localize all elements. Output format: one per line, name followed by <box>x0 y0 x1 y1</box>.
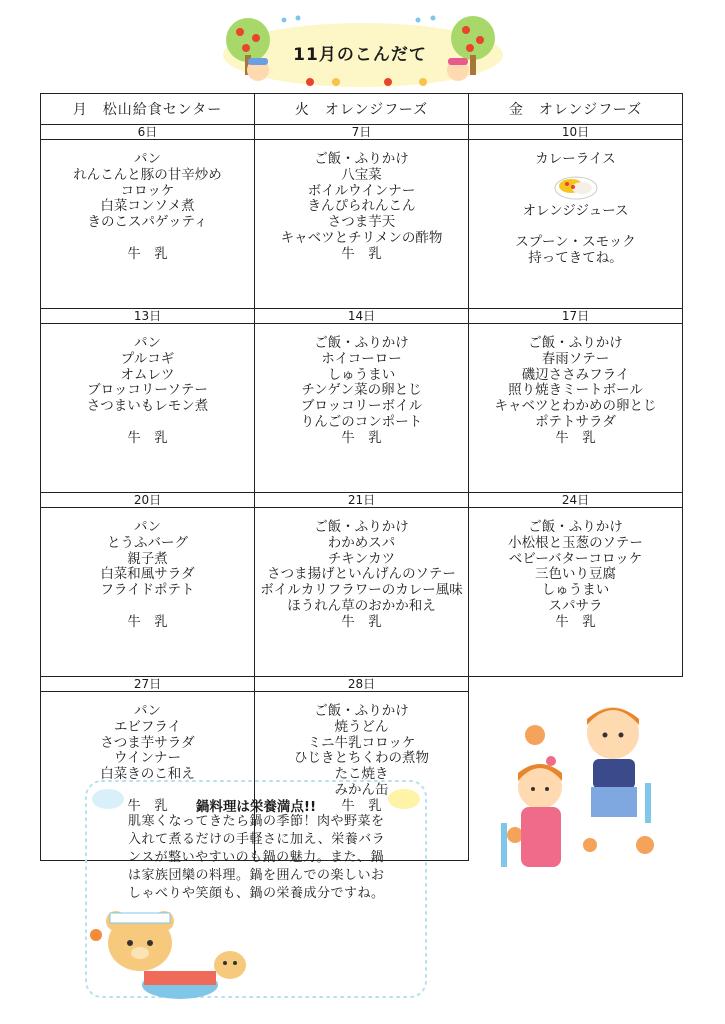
menu-item: パン <box>134 703 161 719</box>
menu-item: 牛 乳 <box>127 613 168 630</box>
date-label: 20日 <box>41 493 255 508</box>
menu-item: さつま芋サラダ <box>100 734 195 751</box>
menu-item: さつま芋天 <box>327 214 396 231</box>
date-label: 17日 <box>469 309 683 324</box>
menu-item: 白菜きのこ和え <box>100 766 195 783</box>
note-line: しゃべりや笑顔も、鍋の栄養成分ですね。 <box>128 886 385 901</box>
menu-item: 小松根と玉葱のソテー <box>508 534 643 551</box>
menu-item: れんこんと豚の甘辛炒め <box>73 166 222 183</box>
menu-item: 牛 乳 <box>555 613 596 630</box>
menu-item: 親子煮 <box>127 550 168 567</box>
menu-cell <box>469 508 683 677</box>
menu-item: りんごのコンポート <box>300 413 423 430</box>
menu-item: 持ってきてね。 <box>528 250 623 267</box>
menu-item: スプーン・スモック <box>515 234 636 251</box>
menu-item: とうふバーグ <box>107 534 188 551</box>
date-label: 10日 <box>469 125 683 140</box>
menu-item <box>41 415 254 431</box>
menu-item: ウインナー <box>113 750 182 767</box>
menu-item: ご飯・ふりかけ <box>314 151 409 167</box>
menu-item <box>41 231 254 247</box>
menu-item: ブロッコリーソテー <box>87 382 208 399</box>
menu-item: みかん缶 <box>334 781 389 798</box>
menu-item: オレンジジュース <box>522 202 629 219</box>
menu-item: キャベツとわかめの卵とじ <box>494 398 657 415</box>
menu-item <box>469 220 682 236</box>
menu-item: 白菜和風サラダ <box>100 566 195 583</box>
date-label: 28日 <box>255 677 469 692</box>
date-label: 14日 <box>255 309 469 324</box>
menu-item: ボイルカリフラワーのカレー風味 <box>260 582 463 599</box>
empty-cell <box>469 677 683 692</box>
menu-item: カレーライス <box>535 151 616 167</box>
menu-item: スパサラ <box>548 597 603 614</box>
menu-cell <box>255 508 469 677</box>
menu-item: プルコギ <box>120 350 175 367</box>
curry-rice-icon <box>554 171 598 201</box>
column-header-friday: 金 オレンジフーズ <box>469 94 683 125</box>
menu-item: オムレツ <box>120 366 175 383</box>
menu-item: ご飯・ふりかけ <box>314 519 409 535</box>
menu-item: ほうれん草のおかか和え <box>287 597 436 614</box>
page-title: 11月のこんだて <box>293 45 427 65</box>
menu-item: 牛 乳 <box>341 613 382 630</box>
menu-item: 照り焼きミートボール <box>508 382 643 399</box>
menu-item: きんぴられんこん <box>307 198 416 215</box>
menu-item: ご飯・ふりかけ <box>314 703 409 719</box>
menu-cell <box>41 324 255 493</box>
menu-item: ベビーバターコロッケ <box>508 550 643 567</box>
menu-item: パン <box>134 519 161 535</box>
menu-item: 三色いり豆腐 <box>535 566 616 583</box>
menu-item: チキンカツ <box>327 550 396 567</box>
menu-item: しゅうまい <box>327 366 396 383</box>
menu-item: ブロッコリーボイル <box>300 398 423 415</box>
menu-item: ホイコーロー <box>321 350 402 367</box>
menu-item: パン <box>134 335 161 351</box>
note-line: 入れて煮るだけの手軽さに加え、栄養バラ <box>128 832 386 847</box>
menu-item: 春雨ソテー <box>541 350 610 367</box>
menu-cell <box>41 508 255 677</box>
menu-item: わかめスパ <box>327 534 396 551</box>
note-title: 鍋料理は栄養満点!! <box>195 799 317 815</box>
date-label: 27日 <box>41 677 255 692</box>
menu-item: 磯辺ささみフライ <box>521 366 630 383</box>
menu-item: 牛 乳 <box>341 429 382 446</box>
menu-cell <box>255 140 469 309</box>
date-label: 6日 <box>41 125 255 140</box>
kids-kimono-illustration <box>495 695 675 895</box>
bears-cooking-illustration <box>80 905 260 1005</box>
date-label: 21日 <box>255 493 469 508</box>
note-line: は家族団欒の料理。鍋を囲んでの楽しいお <box>128 868 385 883</box>
menu-item: 牛 乳 <box>127 245 168 262</box>
menu-item <box>41 599 254 615</box>
menu-item: 牛 乳 <box>127 797 168 814</box>
menu-item: チンゲン菜の卵とじ <box>301 382 422 399</box>
note-line: ンスが整いやすいのも鍋の魅力。また、鍋 <box>128 850 385 865</box>
menu-item: 白菜コンソメ煮 <box>100 198 195 215</box>
menu-item: ボイルウインナー <box>307 182 416 199</box>
menu-item: パン <box>134 151 161 167</box>
column-header-monday: 月 松山給食センター <box>41 94 255 125</box>
menu-item: たこ焼き <box>334 766 389 783</box>
menu-item: さつまいもレモン煮 <box>86 398 209 415</box>
note-body <box>128 813 418 903</box>
menu-item: 八宝菜 <box>341 166 382 183</box>
menu-item: ミニ牛乳コロッケ <box>307 734 416 751</box>
date-label: 24日 <box>469 493 683 508</box>
date-label: 13日 <box>41 309 255 324</box>
column-header-tuesday: 火 オレンジフーズ <box>255 94 469 125</box>
menu-item: ご飯・ふりかけ <box>528 335 623 351</box>
menu-item: 牛 乳 <box>341 797 382 814</box>
note-line: 肌寒くなってきたら鍋の季節！肉や野菜を <box>128 814 385 829</box>
menu-item: コロッケ <box>120 182 175 199</box>
menu-item: 焼うどん <box>334 718 389 735</box>
menu-item: 牛 乳 <box>341 245 382 262</box>
menu-item: 牛 乳 <box>127 429 168 446</box>
menu-item: さつま揚げといんげんのソテー <box>267 566 456 583</box>
menu-cell <box>41 140 255 309</box>
menu-item: しゅうまい <box>541 582 610 599</box>
menu-item: エビフライ <box>113 718 182 735</box>
menu-item: ご飯・ふりかけ <box>314 335 409 351</box>
menu-item: きのこスパゲッティ <box>87 214 208 231</box>
menu-cell <box>469 324 683 493</box>
date-label: 7日 <box>255 125 469 140</box>
menu-item: ポテトサラダ <box>535 413 616 430</box>
menu-cell <box>255 324 469 493</box>
menu-cell <box>469 140 683 309</box>
menu-item: 牛 乳 <box>555 429 596 446</box>
menu-item: ご飯・ふりかけ <box>528 519 623 535</box>
menu-item: キャベツとチリメンの酢物 <box>280 229 443 246</box>
menu-item: ひじきとちくわの煮物 <box>294 750 429 767</box>
menu-item: フライドポテト <box>100 582 195 599</box>
